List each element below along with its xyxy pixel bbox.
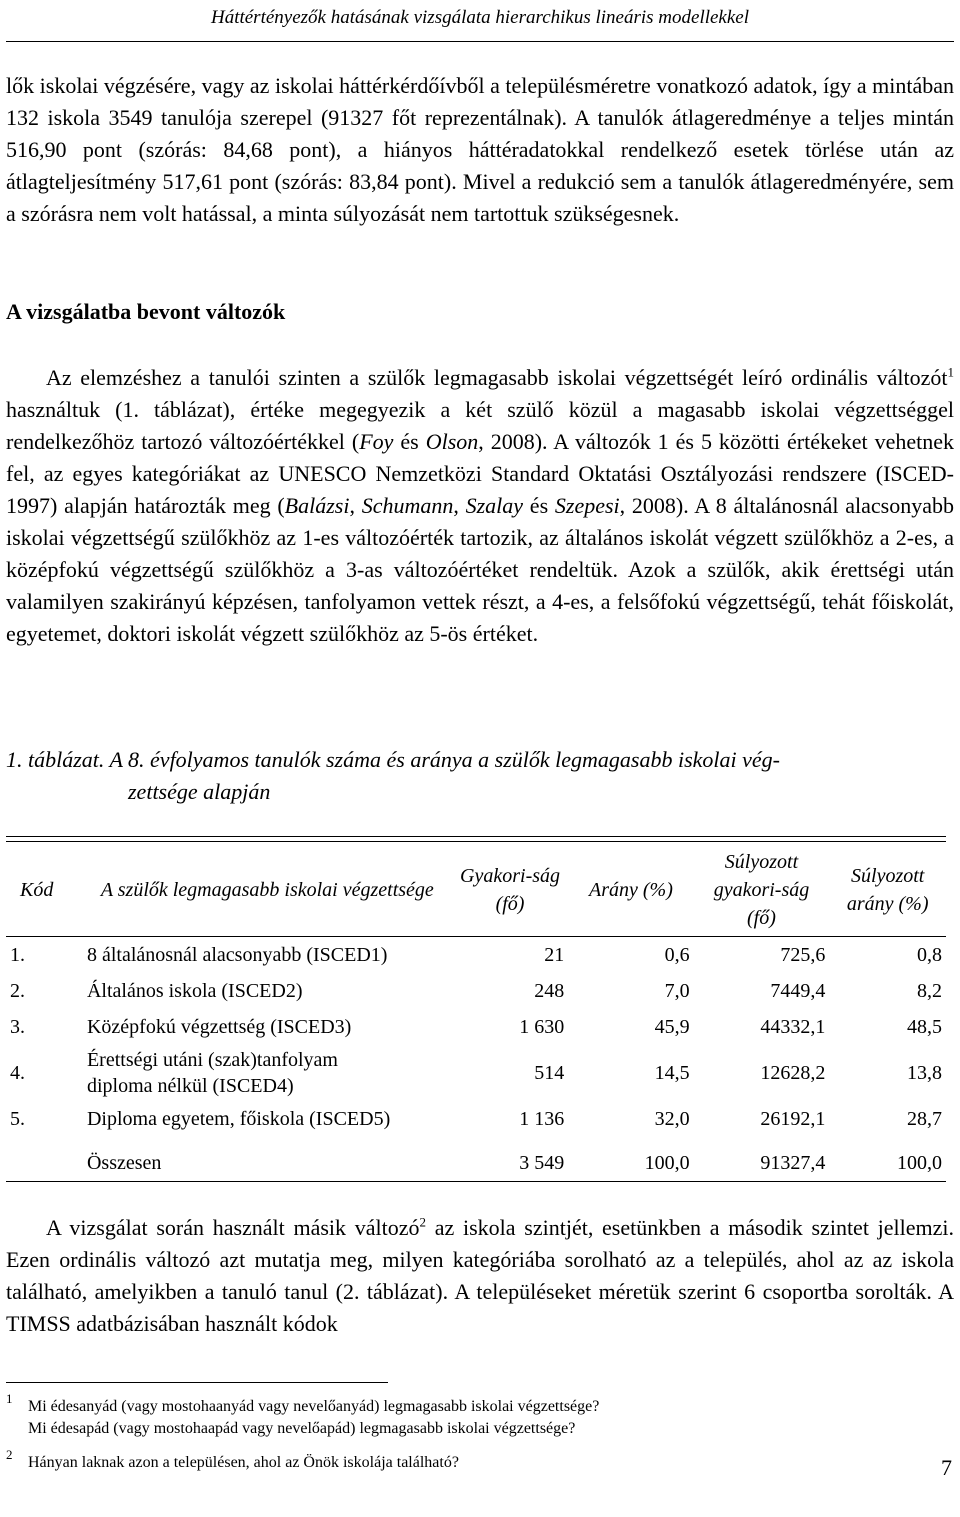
- table-row: 1. 8 általánosnál alacsonyabb (ISCED1) 21 0,6 725,6 0,8: [10, 944, 942, 966]
- footnote-rule: [6, 1382, 388, 1383]
- table-row: 4. Érettségi utáni (szak)tanfolyam diploma nélkül (ISCED4) 514 14,5 12628,2 13,8: [10, 1049, 942, 1097]
- header-weighted-ratio: Súlyozott arány (%): [829, 842, 946, 937]
- paragraph-variables: Az elemzéshez a tanulói szinten a szülők legmagasabb iskolai végzettségét leíró ordinális változót$^1$ használtuk (1. táblázat), értéke megegyezik a két szülő közül a magasabb iskolai végzettséggel rendelkezőhöz tartozó változóértékkel (Foy és Olson, 2008). A változók 1 és 5 közötti értékeket vehetnek fel, az egyes kategóriákat az UNESCO Nemzetközi Standard Oktatási Osztályozási rendszere (ISCED-1997) alapján határozták meg (Balázsi, Schumann, Szalay és Szepesi, 2008). A 8 általánosnál alacsonyabb iskolai végzettségű szülőkhöz az 1-es változóérték tartozik, az általános iskolát végzett szülőkhöz a 2-es, a középfokú végzettségű szülőkhöz a 3-as változóértéket rendeltük. Azok a szülők, akik érettségi után valamilyen szakirányú képzésen, tanfolyamon vettek részt, a 4-es, a felsőfokú végzettségű, tehát főiskolát, egyetemet, doktori iskolát végzett szülőkhöz az 5-ös értéket.: [6, 364, 955, 646]
- table-row: 3. Középfokú végzettség (ISCED3) 1 630 45,9 44332,1 48,5: [10, 1016, 942, 1038]
- footnote-ref-1[interactable]: 1: [947, 364, 954, 380]
- running-head: Háttértényezők hatásának vizsgálata hierarchikus lineáris modellekkel: [210, 7, 750, 28]
- author-olson: Olson: [425, 429, 479, 454]
- table-caption-line2: zettsége alapján: [128, 779, 271, 804]
- education-table: [6, 836, 946, 1182]
- table-caption-line1: 1. táblázat. A 8. évfolyamos tanulók száma és aránya a szülők legmagasabb iskolai vég-: [6, 747, 781, 772]
- author-szepesi: Szepesi: [554, 493, 620, 518]
- table-row: 2. Általános iskola (ISCED2) 248 7,0 7449,4 8,2: [10, 980, 942, 1002]
- section-heading: A vizsgálatba bevont változók: [6, 299, 286, 324]
- header-rule: [6, 41, 954, 42]
- footnote-2: 2 Hányan laknak azon a településen, ahol az Önök iskolája található?: [6, 1452, 954, 1474]
- paragraph-school-variable: A vizsgálat során használt másik változó$^2$ az iskola szintjét, esetünkben a második szintet jellemzi. Ezen ordinális változó azt mutatja meg, milyen kategóriába sorolható az a település, ahol az az iskola található, amelyikben a tanuló tanul (2. táblázat). A településeket méretük szerint 6 csoportba sorolták. A TIMSS adatbázisában használt kódok: [6, 1214, 955, 1336]
- paragraph-sample-description: lők iskolai végzésére, vagy az iskolai háttérkérdőívből a településméretre vonatkozó adatok, így a mintában 132 iskola 3549 tanulója szerepel (91327 főt reprezentálnak). A tanulók átlageredménye a teljes mintán 516,90 pont (szórás: 84,68 pont), a hiányos háttéradatokkal rendelkező esetek törlése után az átlagteljesítmény 517,61 pont (szórás: 83,84 pont). Mivel a redukció sem a tanulók átlageredményére, sem a szórásra nem volt hatással, a minta súlyozását nem tartottuk szükségesnek.: [6, 73, 954, 226]
- header-weighted-frequency: Súlyozott gyakori-ság (fő): [694, 842, 830, 937]
- header-ratio: Arány (%): [568, 842, 693, 937]
- author-foy: Foy: [359, 429, 394, 454]
- header-code: Kód: [6, 842, 83, 937]
- footnote-1: 1 Mi édesanyád (vagy mostohaanyád vagy nevelőanyád) legmagasabb iskolai végzettsége? Mi édesapád (vagy mostohaapád vagy nevelőapád) legmagasabb iskolai végzettsége?: [6, 1396, 954, 1440]
- footnote-mark-1: 1: [6, 1391, 13, 1406]
- author-szalay: Szalay: [465, 493, 524, 518]
- table-total-row: Összesen 3 549 100,0 91327,4 100,0: [6, 1137, 946, 1182]
- header-category: A szülők legmagasabb iskolai végzettsége: [83, 842, 452, 937]
- table-row: 5. Diploma egyetem, főiskola (ISCED5) 1 136 32,0 26192,1 28,7: [10, 1108, 942, 1130]
- page-number: 7: [941, 1455, 952, 1480]
- author-schumann: Schumann: [361, 493, 454, 518]
- footnote-mark-2: 2: [6, 1447, 13, 1462]
- author-balazsi: Balázsi: [284, 493, 350, 518]
- footnote-ref-2[interactable]: 2: [419, 1214, 427, 1230]
- header-frequency: Gyakori-ság (fő): [452, 842, 569, 937]
- table-caption: [6, 744, 954, 808]
